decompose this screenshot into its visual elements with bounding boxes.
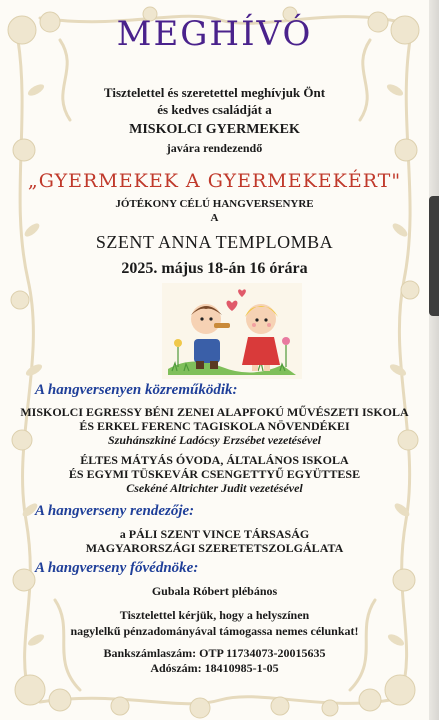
patron-name [0,584,429,598]
concert-info [0,197,429,225]
intro-text [0,84,429,118]
organizer-heading: A hangverseny rendezője: [35,503,195,519]
intro-line-2: és kedves családját a [157,102,272,117]
tax-id: Adószám: 18410985-1-05 [150,661,279,675]
date-time: 2025. május 18-án 16 órára [121,260,308,277]
concert-line-2: A [210,212,219,224]
performer-group-1 [0,405,429,447]
scrollbar-thumb[interactable] [429,196,439,316]
event-name: „GYERMEKEK A GYERMEKEKÉRT" [27,170,402,192]
scrollbar-track[interactable] [429,0,439,720]
group1-line-2: ÉS ERKEL FERENC TAGISKOLA NÖVENDÉKEI [79,419,350,433]
bank-details [0,646,429,676]
performers-heading: A hangversenyen közreműködik: [35,382,238,398]
group2-line-1: ÉLTES MÁTYÁS ÓVODA, ÁLTALÁNOS ISKOLA [80,453,349,467]
concert-line-1: JÓTÉKONY CÉLÚ HANGVERSENYRE [115,198,314,210]
group1-line-1: MISKOLCI EGRESSY BÉNI ZENEI ALAPFOKÚ MŰVÉSZETI ISKOLA [20,405,409,419]
appeal-line-1: Tisztelettel kérjük, hogy a helyszínen [119,608,310,622]
beneficiary-sub: javára rendezendő [166,141,263,155]
organizer-line-2: MAGYARORSZÁGI SZERETETSZOLGÁLATA [85,541,344,555]
patron-heading: A hangverseny fővédnöke: [35,560,199,576]
patron-name-text: Gubala Róbert plébános [151,584,278,598]
organizer-line-1: a PÁLI SZENT VINCE TÁRSASÁG [119,527,310,541]
organizer-info [0,527,429,555]
bank-account: Bankszámlaszám: OTP 11734073-20015635 [103,646,326,660]
group2-director: Csekéné Altrichter Judit vezetésével [126,481,303,495]
group2-line-2: ÉS EGYMI TÜSKEVÁR CSENGETTYŰ EGYÜTTESE [68,467,361,481]
intro-line-1: Tisztelettel és szeretettel meghívjuk Önt [103,85,326,100]
appeal-line-2: nagylelkű pénzadományával támogassa nemes célunkat! [70,624,359,638]
invitation-title: MEGHÍVÓ [116,14,313,54]
performer-group-2 [0,453,429,495]
venue: SZENT ANNA TEMPLOMBA [95,232,334,252]
children-illustration [162,283,302,379]
beneficiary: MISKOLCI GYERMEKEK [129,122,300,137]
group1-director: Szuhánszkiné Ladócsy Erzsébet vezetésével [108,433,321,447]
donation-appeal [0,607,429,639]
